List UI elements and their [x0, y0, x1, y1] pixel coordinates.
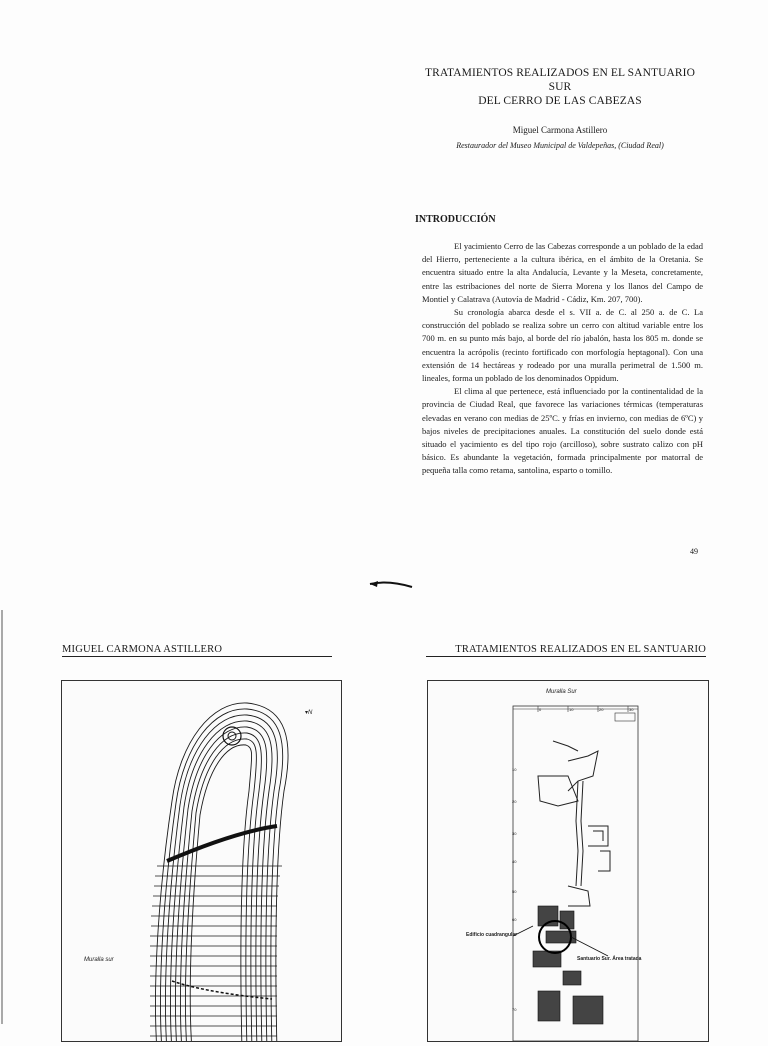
running-head-left: MIGUEL CARMONA ASTILLERO [62, 644, 332, 657]
section-heading: INTRODUCCIÓN [415, 214, 496, 225]
paragraph-2: Su cronología abarca desde el s. VII a. de C. al 250 a. de C. La construcción del poblado se realiza sobre un cerro con altitud variable entre los 700 m. en su punto más bajo, al borde del río jabalón, hasta los 805 m. donde se encuentra la acrópolis (recinto fortificado con morfología heptagonal). Con una extensión de 14 hectáreas y rodeado por una muralla perimetral de 1.500 m. lineales, forma un poblado de los denominados Oppidum. [422, 307, 703, 384]
plan-top-label: Muralla Sur [546, 689, 577, 695]
paragraph-3: El clima al que pertenece, está influenciado por la continentalidad de la provincia de Ciudad Real, que favorece las variaciones térmicas (temperaturas elevadas en verano con medias de 25ºC. y frías en invierno, con medias de 6ºC) y bajos niveles de precipitaciones anuales. La constitución del suelo donde está situado el yacimiento es del tipo rojo (arcilloso), sobre sustrato calizo con pH básico. Es abundante la vegetación, formada principalmente por matorral de pequeña talla como retama, santolina, esparto o tomillo. [422, 386, 703, 476]
grid-top-30: 30 [629, 707, 634, 712]
paragraph-1: El yacimiento Cerro de las Cabezas corresponde a un poblado de la edad del Hierro, perteneciente a la cultura ibérica, en el ámbito de la Oretania. Se encuentra situado entre la alta Andalucía, Levante y la Meseta, concretamente, entre las estribaciones del norte de Sierra Morena y los llanos del Campo de Montiel y Calatrava (Autovía de Madrid - Cádiz, Km. 207, 700). [422, 241, 703, 304]
site-plan-figure [427, 680, 709, 1042]
north-label: N [308, 710, 313, 716]
site-plan [428, 681, 708, 1041]
grid-top-10: 10 [569, 707, 574, 712]
page-number: 49 [690, 547, 698, 556]
grid-label-20: 20 [512, 799, 517, 804]
author-name: Miguel Carmona Astillero [512, 125, 608, 135]
north-arrow-icon: ▾ [305, 710, 309, 716]
body-text [422, 240, 703, 478]
scan-edge [0, 610, 4, 1024]
north-arrow [305, 709, 312, 716]
contour-map [62, 681, 341, 1041]
treated-area-label: Santuario Sur. Área tratada [577, 956, 642, 962]
wall-label: Muralla sur [84, 957, 114, 963]
article-title [415, 66, 705, 108]
grid-top-0: 0 [539, 707, 542, 712]
grid-label-30: 30 [512, 831, 517, 836]
author-affiliation: Restaurador del Museo Municipal de Valdepeñas, (Ciudad Real) [456, 141, 664, 150]
grid-label-50: 50 [512, 889, 517, 894]
title-line-1: TRATAMIENTOS REALIZADOS EN EL SANTUARIO SUR [424, 67, 696, 93]
building-label: Edificio cuadrangular [466, 932, 518, 938]
grid-label-70: 70 [512, 1007, 517, 1012]
grid-label-60: 60 [512, 917, 517, 922]
scan-artifact-mark [368, 578, 416, 590]
grid-label-10: 10 [512, 767, 517, 772]
grid-label-40: 40 [512, 859, 517, 864]
title-line-2: DEL CERRO DE LAS CABEZAS [478, 95, 642, 107]
running-head-right: TRATAMIENTOS REALIZADOS EN EL SANTUARIO [426, 644, 706, 657]
grid-top-20: 20 [599, 707, 604, 712]
contour-map-figure [61, 680, 342, 1042]
